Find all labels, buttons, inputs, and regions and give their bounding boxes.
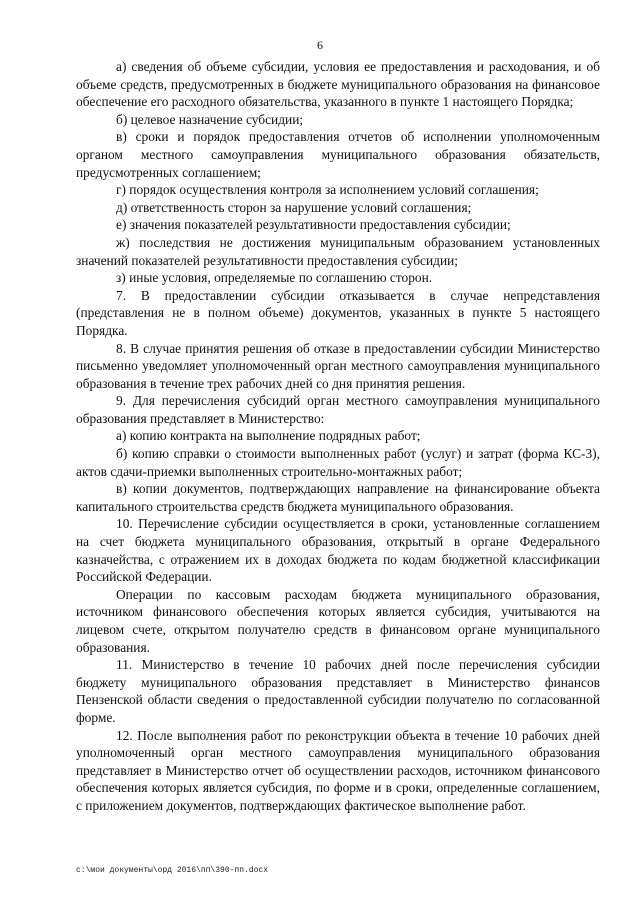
paragraph-clause-10: 10. Перечисление субсидии осуществляется в сроки, установленные соглашением на счет бюджета муниципального образования, открытый в органе Федерального казначейства, с отражением их в доходах бюджета по кодам бюджетной классификации Российской Федерации. [76, 516, 600, 585]
paragraph-item-e-indicators: е) значения показателей результативности предоставления субсидии; [116, 217, 511, 233]
file-path-footer: c:\мои документы\орд 2016\пп\390-пп.docx [76, 866, 269, 875]
paragraph-item-a-subsidy-info: а) сведения об объеме субсидии, условия ее предоставления и расходования, и об объеме средств, предусмотренных в бюджете муниципального образования на финансовое обеспечение его расходного обязательства, указанного в пункте 1 настоящего Порядка; [76, 59, 600, 110]
paragraph-clause-11: 11. Министерство в течение 10 рабочих дней после перечисления субсидии бюджету муниципального образования представляет в Министерство финансов Пензенской области сведения о предоставленной субсидии получателю по согласованной форме. [76, 657, 600, 725]
paragraph-item-d-responsibility: д) ответственность сторон за нарушение условий соглашения; [116, 199, 472, 215]
paragraph-clause-9-v: в) копии документов, подтверждающих направление на финансирование объекта капитального строительства средств бюджета муниципального образования. [76, 481, 600, 514]
paragraph-item-z-other-terms: з) иные условия, определяемые по соглашению сторон. [116, 270, 433, 286]
document-body [76, 58, 600, 815]
paragraph-clause-12: 12. После выполнения работ по реконструкции объекта в течение 10 рабочих дней уполномоченный орган местного самоуправления муниципального образования представляет в Министерство отчет об осуществлении расходов, источником финансового обеспечения которых является субсидия, по форме и в сроки, определенные соглашением, с приложением документов, подтверждающих фактическое выполнение работ. [76, 727, 600, 813]
paragraph-item-g-control: г) порядок осуществления контроля за исполнением условий соглашения; [116, 182, 539, 198]
paragraph-item-b-purpose: б) целевое назначение субсидии; [116, 111, 304, 127]
paragraph-clause-9: 9. Для перечисления субсидий орган местного самоуправления муниципального образования представляет в Министерство: [76, 393, 600, 426]
paragraph-item-zh-consequences: ж) последствия не достижения муниципальным образованием установленных значений показателей результативности предоставления субсидии; [76, 234, 600, 268]
paragraph-clause-9-a: а) копию контракта на выполнение подрядных работ; [116, 428, 421, 444]
paragraph-item-v-reporting: в) сроки и порядок предоставления отчетов об исполнении уполномоченным органом местного самоуправления муниципального образования обязательств, предусмотренных соглашением; [76, 129, 600, 180]
page-number: 6 [317, 38, 323, 52]
paragraph-clause-10-operations: Операции по кассовым расходам бюджета муниципального образования, источником финансового обеспечения которых является субсидия, учитываются на лицевом счете, открытом получателю средств в финансовом органе муниципального образования. [76, 586, 600, 655]
paragraph-clause-8: 8. В случае принятия решения об отказе в предоставлении субсидии Министерство письменно уведомляет уполномоченный орган местного самоуправления муниципального образования в течение трех рабочих дней со дня принятия решения. [76, 340, 600, 391]
paragraph-clause-9-b: б) копию справки о стоимости выполненных работ (услуг) и затрат (форма КС-3), актов сдачи-приемки выполненных строительно-монтажных работ; [76, 446, 600, 479]
paragraph-clause-7: 7. В предоставлении субсидии отказывается в случае непредставления (представления не в полном объеме) документов, указанных в пункте 5 настоящего Порядка. [76, 287, 600, 338]
